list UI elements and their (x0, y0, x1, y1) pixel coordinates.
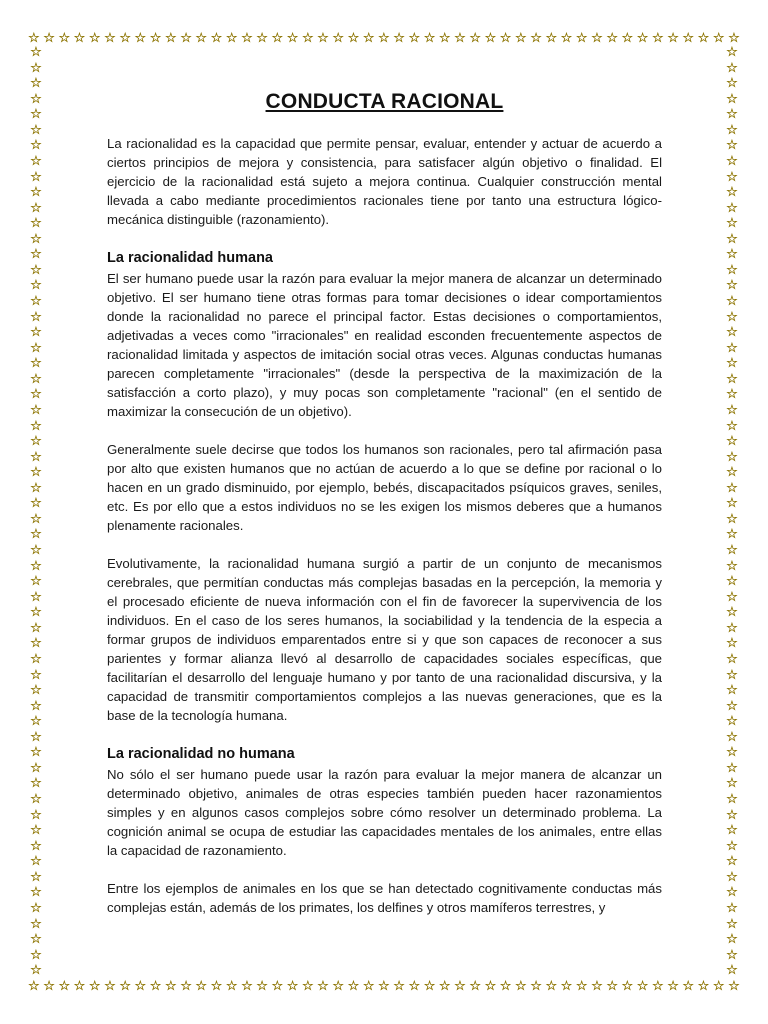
star-icon: ☆ (726, 760, 738, 776)
star-icon: ☆ (30, 885, 42, 901)
star-icon: ☆ (43, 30, 55, 46)
star-icon: ☆ (30, 122, 42, 138)
star-icon: ☆ (726, 496, 738, 512)
star-icon: ☆ (256, 30, 268, 46)
star-icon: ☆ (301, 30, 314, 46)
star-icon: ☆ (726, 45, 738, 60)
star-icon: ☆ (697, 30, 710, 46)
star-icon: ☆ (651, 978, 664, 994)
star-icon: ☆ (30, 107, 42, 123)
star-icon: ☆ (726, 900, 738, 916)
star-icon: ☆ (30, 45, 42, 60)
star-icon: ☆ (726, 340, 738, 356)
star-icon: ☆ (271, 978, 284, 994)
star-icon: ☆ (30, 916, 42, 932)
star-icon: ☆ (378, 978, 390, 994)
star-icon: ☆ (30, 932, 42, 948)
star-icon: ☆ (530, 978, 542, 994)
star-icon: ☆ (180, 978, 192, 994)
star-icon: ☆ (726, 153, 738, 169)
star-icon: ☆ (317, 978, 329, 994)
star-icon: ☆ (30, 698, 42, 714)
star-icon: ☆ (726, 885, 738, 901)
star-icon: ☆ (423, 30, 436, 46)
star-icon: ☆ (195, 30, 208, 46)
star-icon: ☆ (30, 667, 42, 683)
star-border-left (28, 46, 44, 978)
star-icon: ☆ (726, 620, 738, 636)
star-icon: ☆ (30, 262, 42, 278)
star-icon: ☆ (606, 30, 618, 46)
star-icon: ☆ (726, 434, 738, 450)
star-icon: ☆ (393, 30, 405, 46)
star-icon: ☆ (30, 278, 42, 294)
star-icon: ☆ (104, 30, 116, 46)
star-icon: ☆ (362, 978, 375, 994)
star-icon: ☆ (30, 807, 42, 823)
star-icon: ☆ (28, 30, 40, 46)
star-border-right (724, 46, 740, 978)
star-icon: ☆ (726, 729, 738, 745)
star-icon: ☆ (149, 30, 162, 46)
star-icon: ☆ (30, 76, 42, 92)
star-icon: ☆ (726, 76, 738, 92)
star-icon: ☆ (726, 356, 738, 372)
star-icon: ☆ (726, 543, 738, 558)
star-icon: ☆ (726, 963, 738, 979)
star-icon: ☆ (606, 978, 618, 994)
star-icon: ☆ (726, 932, 738, 948)
star-icon: ☆ (726, 745, 738, 761)
star-icon: ☆ (30, 900, 42, 916)
star-icon: ☆ (726, 216, 738, 232)
star-icon: ☆ (30, 402, 42, 418)
star-icon: ☆ (30, 465, 42, 481)
star-icon: ☆ (726, 185, 738, 201)
star-icon: ☆ (438, 978, 451, 994)
star-icon: ☆ (591, 30, 603, 46)
star-icon: ☆ (499, 30, 512, 46)
star-icon: ☆ (30, 247, 42, 263)
star-icon: ☆ (30, 574, 42, 590)
star-icon: ☆ (726, 947, 738, 963)
star-icon: ☆ (241, 978, 253, 994)
star-icon: ☆ (454, 978, 466, 994)
star-icon: ☆ (726, 402, 738, 418)
star-icon: ☆ (30, 340, 42, 356)
star-icon: ☆ (30, 231, 42, 247)
star-icon: ☆ (88, 978, 101, 994)
star-icon: ☆ (149, 978, 162, 994)
star-icon: ☆ (726, 60, 738, 76)
star-icon: ☆ (726, 807, 738, 823)
star-icon: ☆ (575, 30, 588, 46)
star-icon: ☆ (271, 30, 284, 46)
star-icon: ☆ (726, 823, 738, 839)
star-icon: ☆ (30, 356, 42, 372)
star-icon: ☆ (726, 527, 738, 543)
star-icon: ☆ (726, 122, 738, 138)
star-icon: ☆ (726, 589, 738, 605)
star-icon: ☆ (726, 792, 738, 807)
paragraph: No sólo el ser humano puede usar la razón para evaluar la mejor manera de alcanzar un determinado objetivo, animales de otras especies también pueden hacer razonamientos simples y en algunos casos complejos sobre cómo resolver un determinado problema. La cognición animal se ocupa de estudiar las capacidades mentales de los animales, entre ellas la capacidad de razonamiento. (107, 767, 662, 858)
star-icon: ☆ (515, 978, 527, 994)
star-icon: ☆ (30, 153, 42, 169)
star-icon: ☆ (30, 185, 42, 201)
star-icon: ☆ (726, 776, 738, 792)
star-icon: ☆ (484, 978, 497, 994)
star-icon: ☆ (726, 449, 738, 465)
star-icon: ☆ (286, 978, 299, 994)
paragraph: Evolutivamente, la racionalidad humana surgió a partir de un conjunto de mecanismos cerebrales, que permitían conductas más complejas basadas en la percepción, la memoria y el procesado eficiente de nueva información con el fin de favorecer la supervivencia de los individuos. En el caso de los seres humanos, la sociabilidad y la tendencia de la especia a formar grupos de individuos emparentados entre si y que son capaces de reconocer a sus parientes y formar alianza llevó al desarrollo de capacidades sociales específicas, que facilitarían el desarrollo del lenguaje humano y por tanto de una racionalidad discursiva, y la capacidad de transmitir comportamientos complejos a las nuevas generaciones, que es la base de la tecnología humana. (107, 556, 662, 723)
star-icon: ☆ (30, 387, 42, 403)
star-icon: ☆ (58, 978, 71, 994)
star-icon: ☆ (726, 854, 738, 870)
star-icon: ☆ (30, 325, 42, 341)
star-icon: ☆ (667, 30, 679, 46)
star-icon: ☆ (726, 309, 738, 325)
star-icon: ☆ (286, 30, 299, 46)
star-icon: ☆ (726, 511, 738, 527)
star-icon: ☆ (30, 714, 42, 730)
star-icon: ☆ (195, 978, 208, 994)
star-icon: ☆ (621, 30, 634, 46)
star-icon: ☆ (30, 543, 42, 558)
paragraph: El ser humano puede usar la razón para evaluar la mejor manera de alcanzar un determinado objetivo. El ser humano tiene otras formas para tomar decisiones o idear comportamientos donde la racionalidad no parece el principal factor. Estas decisiones o comportamientos, adjetivadas a veces como "irracionales" en realidad esconden frecuentemente aspectos de racionalidad limitada y aspectos de imitación social otras veces. Algunas conductas humanas parecen completamente "irracionales" (desde la perspectiva de la maximización de la satisfacción a corto plazo), y muy pocas son completamente "racional" (en el sentido de maximizar la consecución de un objetivo). (107, 271, 662, 419)
paragraph: Entre los ejemplos de animales en los que se han detectado cognitivamente conductas más complejas están, además de los primates, los delfines y otros mamíferos terrestres, y (107, 881, 662, 915)
star-icon: ☆ (621, 978, 634, 994)
star-icon: ☆ (30, 91, 42, 107)
star-icon: ☆ (726, 574, 738, 590)
star-icon: ☆ (225, 30, 238, 46)
star-icon: ☆ (256, 978, 268, 994)
star-icon: ☆ (180, 30, 192, 46)
star-icon: ☆ (726, 278, 738, 294)
star-icon: ☆ (726, 869, 738, 885)
star-icon: ☆ (119, 30, 131, 46)
star-icon: ☆ (712, 978, 725, 994)
star-icon: ☆ (726, 247, 738, 263)
star-icon: ☆ (30, 589, 42, 605)
star-icon: ☆ (530, 30, 542, 46)
star-icon: ☆ (30, 947, 42, 963)
star-icon: ☆ (726, 107, 738, 123)
star-icon: ☆ (225, 978, 238, 994)
star-icon: ☆ (726, 325, 738, 341)
star-icon: ☆ (682, 978, 695, 994)
star-icon: ☆ (58, 30, 71, 46)
star-icon: ☆ (469, 30, 481, 46)
star-icon: ☆ (408, 978, 421, 994)
star-icon: ☆ (454, 30, 466, 46)
document-page (107, 90, 662, 917)
star-icon: ☆ (30, 854, 42, 870)
star-icon: ☆ (30, 823, 42, 839)
star-icon: ☆ (393, 978, 405, 994)
star-icon: ☆ (726, 387, 738, 403)
star-icon: ☆ (88, 30, 101, 46)
star-icon: ☆ (30, 683, 42, 699)
star-icon: ☆ (560, 30, 573, 46)
star-icon: ☆ (73, 30, 86, 46)
star-icon: ☆ (104, 978, 116, 994)
star-icon: ☆ (30, 138, 42, 154)
star-icon: ☆ (332, 978, 345, 994)
star-icon: ☆ (726, 480, 738, 496)
star-icon: ☆ (726, 558, 738, 574)
star-icon: ☆ (30, 418, 42, 434)
star-border-bottom (28, 978, 740, 994)
star-icon: ☆ (30, 480, 42, 496)
star-icon: ☆ (515, 30, 527, 46)
star-icon: ☆ (667, 978, 679, 994)
star-icon: ☆ (30, 216, 42, 232)
star-icon: ☆ (30, 496, 42, 512)
star-icon: ☆ (241, 30, 253, 46)
star-icon: ☆ (726, 200, 738, 216)
star-icon: ☆ (28, 978, 40, 994)
star-icon: ☆ (30, 792, 42, 807)
star-icon: ☆ (30, 776, 42, 792)
star-icon: ☆ (726, 698, 738, 714)
star-icon: ☆ (726, 465, 738, 481)
section-heading-racionalidad-humana: La racionalidad humana (107, 250, 273, 266)
star-icon: ☆ (30, 294, 42, 309)
section-heading-racionalidad-no-humana: La racionalidad no humana (107, 746, 295, 762)
star-icon: ☆ (164, 30, 177, 46)
star-icon: ☆ (30, 620, 42, 636)
star-icon: ☆ (726, 605, 738, 621)
star-icon: ☆ (301, 978, 314, 994)
star-icon: ☆ (726, 838, 738, 854)
star-icon: ☆ (697, 978, 710, 994)
star-icon: ☆ (30, 869, 42, 885)
star-icon: ☆ (134, 30, 147, 46)
star-icon: ☆ (726, 683, 738, 699)
star-icon: ☆ (560, 978, 573, 994)
star-icon: ☆ (30, 729, 42, 745)
star-icon: ☆ (30, 169, 42, 185)
star-icon: ☆ (362, 30, 375, 46)
star-icon: ☆ (728, 978, 740, 994)
star-icon: ☆ (332, 30, 345, 46)
star-icon: ☆ (210, 30, 223, 46)
star-icon: ☆ (499, 978, 512, 994)
document-title: CONDUCTA RACIONAL (265, 90, 504, 113)
star-icon: ☆ (545, 978, 558, 994)
star-icon: ☆ (30, 511, 42, 527)
star-icon: ☆ (30, 558, 42, 574)
star-icon: ☆ (726, 714, 738, 730)
star-border-top (28, 30, 740, 46)
star-icon: ☆ (726, 916, 738, 932)
star-icon: ☆ (726, 651, 738, 667)
star-icon: ☆ (726, 418, 738, 434)
star-icon: ☆ (30, 309, 42, 325)
star-icon: ☆ (726, 636, 738, 652)
star-icon: ☆ (591, 978, 603, 994)
star-icon: ☆ (317, 30, 329, 46)
star-icon: ☆ (119, 978, 131, 994)
star-icon: ☆ (30, 760, 42, 776)
star-icon: ☆ (30, 838, 42, 854)
star-icon: ☆ (30, 605, 42, 621)
star-icon: ☆ (347, 978, 360, 994)
star-icon: ☆ (43, 978, 55, 994)
star-icon: ☆ (469, 978, 481, 994)
star-icon: ☆ (423, 978, 436, 994)
star-icon: ☆ (30, 449, 42, 465)
star-icon: ☆ (73, 978, 86, 994)
star-icon: ☆ (726, 667, 738, 683)
star-icon: ☆ (484, 30, 497, 46)
star-icon: ☆ (164, 978, 177, 994)
star-icon: ☆ (726, 262, 738, 278)
star-icon: ☆ (30, 527, 42, 543)
star-icon: ☆ (726, 294, 738, 309)
star-icon: ☆ (378, 30, 390, 46)
star-icon: ☆ (30, 371, 42, 387)
star-icon: ☆ (726, 138, 738, 154)
star-icon: ☆ (30, 200, 42, 216)
star-icon: ☆ (30, 434, 42, 450)
star-icon: ☆ (726, 371, 738, 387)
star-icon: ☆ (438, 30, 451, 46)
star-icon: ☆ (728, 30, 740, 46)
star-icon: ☆ (726, 91, 738, 107)
star-icon: ☆ (682, 30, 695, 46)
star-icon: ☆ (30, 60, 42, 76)
intro-paragraph: La racionalidad es la capacidad que permite pensar, evaluar, entender y actuar de acuerdo a ciertos principios de mejora y consistencia, para satisfacer algún objetivo o finalidad. El ejercicio de la racionalidad está sujeto a mejora continua. Cualquier construcción mental llevada a cabo mediante procedimientos racionales tiene por tanto una estructura lógico-mecánica distinguible (razonamiento). (107, 136, 662, 227)
star-icon: ☆ (347, 30, 360, 46)
star-icon: ☆ (636, 30, 649, 46)
star-icon: ☆ (30, 651, 42, 667)
star-icon: ☆ (30, 963, 42, 979)
star-icon: ☆ (134, 978, 147, 994)
star-icon: ☆ (575, 978, 588, 994)
paragraph: Generalmente suele decirse que todos los humanos son racionales, pero tal afirmación pasa por alto que existen humanos que no actúan de acuerdo a lo que se define por racional o lo hacen en un grado disminuido, por ejemplo, bebés, discapacitados psíquicos graves, seniles, etc. Es por ello que a estos individuos no se les exigen los mismos deberes que a humanos plenamente racionales. (107, 442, 662, 533)
star-icon: ☆ (636, 978, 649, 994)
star-icon: ☆ (712, 30, 725, 46)
star-icon: ☆ (30, 636, 42, 652)
star-icon: ☆ (210, 978, 223, 994)
star-icon: ☆ (651, 30, 664, 46)
star-icon: ☆ (726, 231, 738, 247)
star-icon: ☆ (30, 745, 42, 761)
star-icon: ☆ (408, 30, 421, 46)
star-icon: ☆ (545, 30, 558, 46)
star-icon: ☆ (726, 169, 738, 185)
